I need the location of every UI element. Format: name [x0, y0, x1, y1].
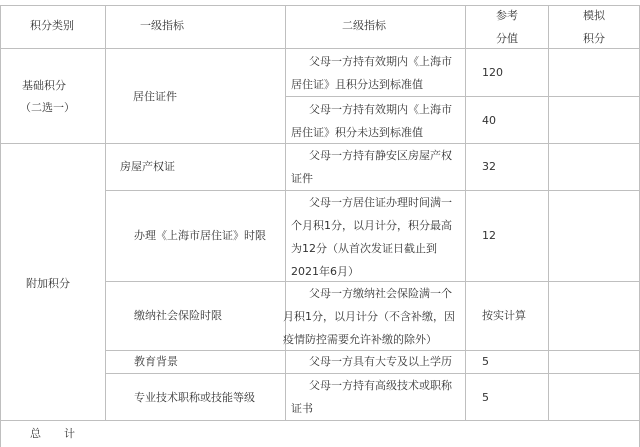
extra-row3-level2: 父母一方缴纳社会保险满一个月积1分，以月计分（不含补缴，因疫情防控需要允许补缴的除外） [283, 287, 455, 346]
extra-row3-level1: 缴纳社会保险时限 [134, 309, 222, 322]
extra-row4-level2: 父母一方具有大专及以上学历 [309, 355, 452, 368]
basic-level1: 居住证件 [133, 90, 177, 103]
basic-row2-level2: 父母一方持有效期内《上海市居住证》积分未达到标准值 [291, 103, 452, 139]
basic-row1-score: 120 [482, 66, 503, 79]
header-score-line1: 参考 [496, 9, 518, 22]
extra-row3-score: 按实计算 [482, 309, 526, 322]
extra-row2-level2: 父母一方居住证办理时间满一个月积1分，以月计分，积分最高为12分（从首次发证日截止到2021年6月） [291, 196, 452, 278]
extra-row5-level1: 专业技术职称或技能等级 [134, 391, 255, 404]
header-level1: 一级指标 [140, 19, 184, 32]
extra-category: 附加积分 [26, 277, 70, 290]
header-sim-line1: 模拟 [583, 9, 605, 22]
extra-row1-level2: 父母一方持有静安区房屋产权证件 [291, 149, 452, 185]
basic-row2-score: 40 [482, 114, 496, 127]
extra-row5-level2: 父母一方持有高级技术或职称证书 [291, 379, 452, 415]
basic-category-line2: （二选一） [20, 101, 75, 114]
basic-row1-level2: 父母一方持有效期内《上海市居住证》且积分达到标准值 [291, 55, 452, 91]
header-score-line2: 分值 [496, 32, 518, 45]
extra-row1-level1: 房屋产权证 [120, 160, 175, 173]
basic-category-line1: 基础积分 [22, 79, 66, 92]
header-category: 积分类别 [30, 19, 74, 32]
total-label: 总 计 [30, 427, 81, 440]
header-sim-line2: 积分 [583, 32, 605, 45]
extra-row5-score: 5 [482, 391, 489, 404]
extra-row2-level1: 办理《上海市居住证》时限 [134, 229, 266, 242]
extra-row2-score: 12 [482, 229, 496, 242]
header-level2: 二级指标 [342, 19, 386, 32]
extra-row1-score: 32 [482, 160, 496, 173]
extra-row4-level1: 教育背景 [134, 355, 178, 368]
extra-row4-score: 5 [482, 355, 489, 368]
